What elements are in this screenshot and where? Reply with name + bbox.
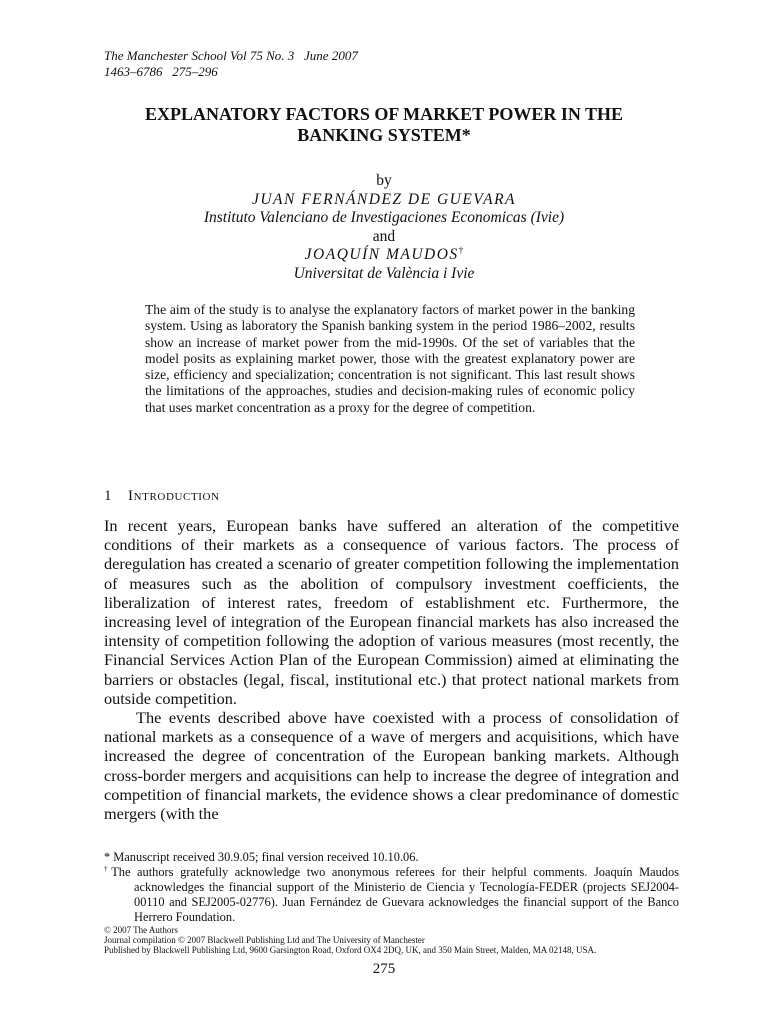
byline [0,172,768,283]
paragraph-2: The events described above have coexisted with a process of consolidation of national markets as a consequence of a wave of mergers and acquisitions, which have increased the degree of concentration of the European banking markets. Although cross-border mergers and acquisitions can help to increase the degree of integration and competition of financial markets, the evidence shows a clear predominance of domestic mergers (with the [104,708,679,824]
section-number: 1 [104,488,112,504]
footnotes [104,850,679,925]
affiliation-1: Instituto Valenciano de Investigaciones Economicas (Ivie) [203,209,565,226]
copyright-authors: © 2007 The Authors [104,925,178,935]
author-2-line [0,246,768,265]
copyright-journal: Journal compilation © 2007 Blackwell Publishing Ltd and The University of Manchester [104,934,425,945]
author-2-footnote-mark: † [458,245,464,256]
journal-header [104,48,358,80]
footnote-acknowledgements-text: The authors gratefully acknowledge two anonymous referees for their helpful comments. Joaquín Maudos acknowledges the financial support of the Ministerio de Ciencia y Tecnología-FEDER (projects SEJ2004-00110 and SEJ2005-02776). Juan Fernández de Guevara acknowledges the financial support of the Banco Herrero Foundation. [111,865,679,924]
journal-citation: The Manchester School Vol 75 No. 3 June 2007 [104,48,358,63]
author-1: JUAN FERNÁNDEZ DE GUEVARA [251,190,517,208]
abstract: The aim of the study is to analyse the explanatory factors of market power in the banking system. Using as laboratory the Spanish banking system in the period 1986–2002, results show an increase of market power from the mid-1990s. Of the set of variables that the model posits as explaining market power, those with the greatest explanatory power are size, efficiency and specialization; concentration is not significant. This last result shows the limitations of the approaches, studies and decision-making rules of economic policy that uses market concentration as a proxy for the degree of competition. [145,302,635,415]
by-label: by [376,172,392,189]
copyright-publisher: Published by Blackwell Publishing Ltd, 9600 Garsington Road, Oxford OX4 2DQ, UK, and 350 Main Street, Malden, MA 02148, USA. [104,944,597,955]
journal-issn-pages: 1463–6786 275–296 [104,64,218,79]
copyright-block [104,926,684,955]
body-text [104,516,679,823]
footnote-acknowledgements [104,865,679,925]
section-title: Introduction [128,488,220,504]
section-heading [104,487,220,505]
affiliation-2: Universitat de València i Ivie [293,264,475,282]
author-2: JOAQUÍN MAUDOS [304,246,459,263]
footnote-dagger: † [104,863,112,873]
footnote-manuscript: * Manuscript received 30.9.05; final version received 10.10.06. [104,850,419,864]
article-title [0,104,768,146]
and-label: and [372,227,396,245]
article-title-text: EXPLANATORY FACTORS OF MARKET POWER IN THE BANKING SYSTEM* [144,104,624,145]
page-number: 275 [372,961,396,977]
paragraph-1: In recent years, European banks have suffered an alteration of the competitive conditions of their markets as a consequence of various factors. The process of deregulation has created a scenario of greater competition following the implementation of measures such as the abolition of compulsory investment coefficients, the liberalization of interest rates, freedom of establishment etc. Furthermore, the increasing level of integration of the European financial markets has also increased the intensity of competition following the adoption of various measures (most recently, the Financial Services Action Plan of the European Commission) aimed at eliminating the barriers or obstacles (legal, fiscal, institutional etc.) that protect national markets from outside competition. [104,516,679,708]
